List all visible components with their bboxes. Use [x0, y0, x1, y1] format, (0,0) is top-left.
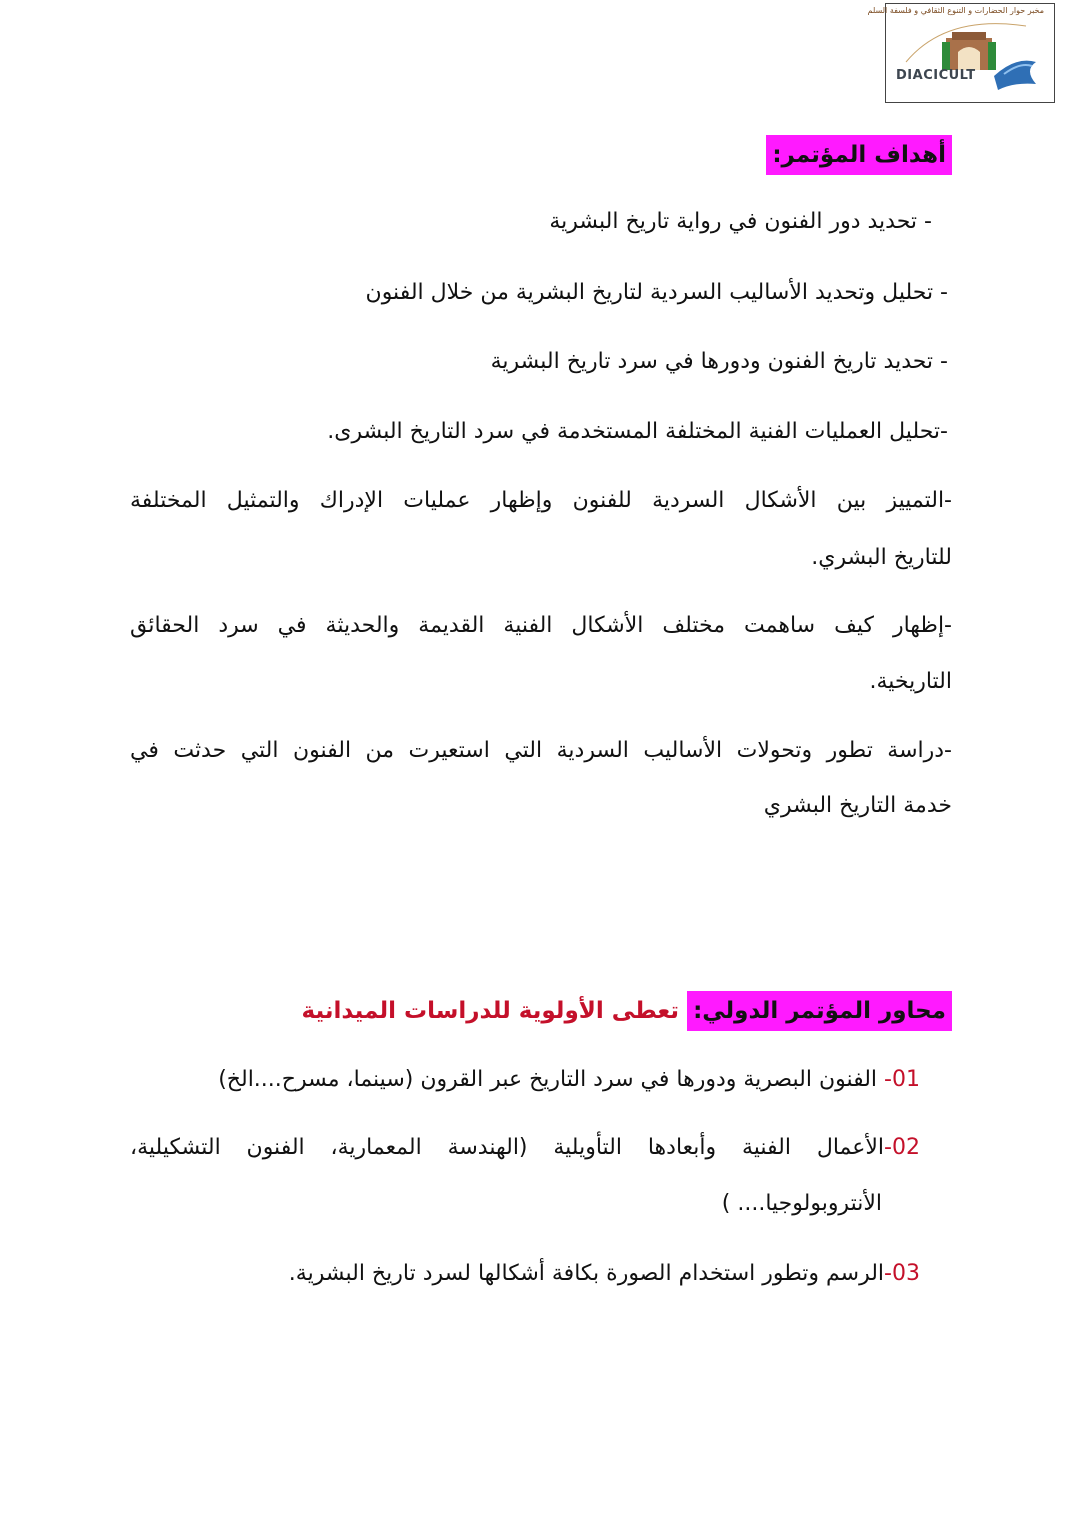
axis-item-3-text: الرسم وتطور استخدام الصورة بكافة أشكالها لسرد تاريخ البشرية.: [288, 1261, 885, 1286]
objective-line-6-cont: التاريخية.: [869, 669, 952, 694]
objective-line-3: - تحديد تاريخ الفنون ودورها في سرد تاريخ البشرية: [490, 349, 948, 374]
laboratory-logo: [867, 3, 1055, 103]
objective-line-7: -دراسة تطور وتحولات الأساليب السردية التي استعيرت من الفنون التي حدثت في: [130, 738, 952, 763]
axis-item-3-number: 03-: [884, 1261, 920, 1286]
axis-item-2-text: الأعمال الفنية وأبعادها التأويلية (الهندسة المعمارية، الفنون التشكيلية،: [130, 1135, 885, 1160]
objective-line-4: -تحليل العمليات الفنية المختلفة المستخدمة في سرد التاريخ البشرى.: [327, 419, 948, 444]
axis-item-2-cont: الأنتروبولوجيا.... ): [721, 1191, 882, 1216]
axis-item-1-text: الفنون البصرية ودورها في سرد التاريخ عبر القرون (سينما، مسرح....الخ): [218, 1067, 885, 1092]
objective-line-7-cont: خدمة التاريخ البشري: [763, 793, 952, 818]
axis-item-3: [289, 1254, 920, 1294]
objective-line-1: - تحديد دور الفنون في رواية تاريخ البشرية: [549, 209, 932, 234]
logo-emblem-icon: [867, 4, 1054, 102]
logo-arc-text: مخبر حوار الحضارات و التنوع الثقافي و فلسفة السلم: [867, 6, 1044, 15]
objectives-title: أهداف المؤتمر:: [766, 135, 952, 175]
axes-heading: [302, 991, 952, 1033]
objective-line-2: - تحليل وتحديد الأساليب السردية لتاريخ البشرية من خلال الفنون: [365, 280, 948, 305]
axes-title: محاور المؤتمر الدولي:: [687, 991, 952, 1031]
priority-note: تعطى الأولوية للدراسات الميدانية: [301, 998, 680, 1024]
objective-line-5: -التمييز بين الأشكال السردية للفنون وإظهار عمليات الإدراك والتمثيل المختلفة: [130, 488, 952, 513]
objective-line-5-cont: للتاريخ البشري.: [811, 545, 952, 570]
objective-line-6: -إظهار كيف ساهمت مختلف الأشكال الفنية القديمة والحديثة في سرد الحقائق: [130, 613, 952, 638]
axis-item-1-number: 01-: [884, 1067, 920, 1092]
logo-caption: DIACICULT: [896, 68, 976, 83]
axis-item-2-number: 02-: [884, 1135, 920, 1160]
objectives-heading: [766, 135, 952, 177]
axis-item-1: [218, 1060, 920, 1100]
axis-item-2: [130, 1128, 920, 1168]
